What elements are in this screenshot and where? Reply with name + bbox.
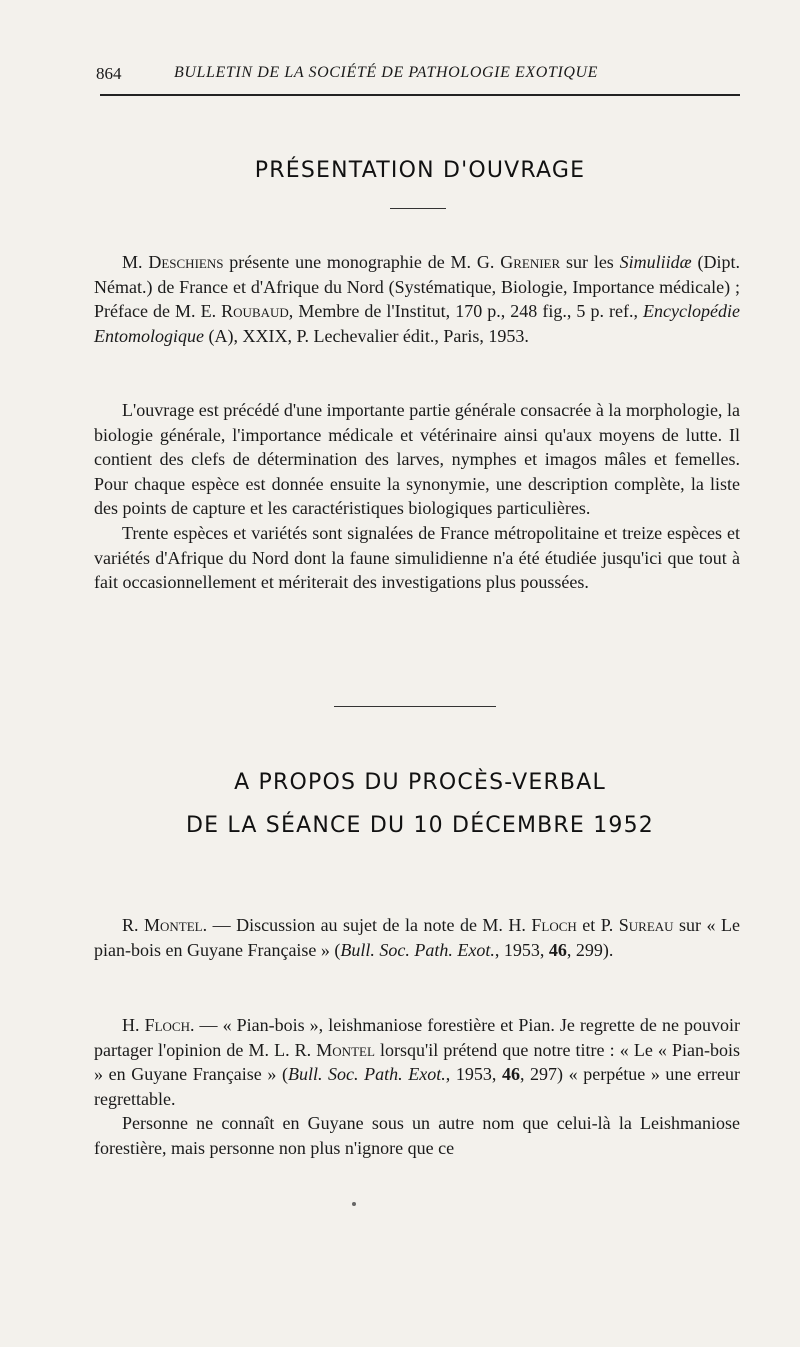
author-name: Sureau (618, 915, 674, 935)
presentation-paragraph-1: M. Deschiens présente une monographie de M. G. Grenier sur les Simuliidæ (Dipt. Némat.) de France et d'Afrique du Nord (Systématique, Biologie, Importance médicale) ; Préface de M. E. Roubaud, Membre de l'Institut, 170 p., 248 fig., 5 p. ref., Encyclopédie Entomologique (A), XXIX, P. Lechevalier édit., Paris, 1953. (94, 252, 740, 346)
floch-note (94, 1013, 740, 1161)
running-header (96, 64, 741, 88)
floch-paragraph-1: H. Floch. — « Pian-bois », leishmaniose forestière et Pian. Je regrette de ne pouvoir partager l'opinion de M. L. R. Montel lorsqu'il prétend que notre titre : « Le « Pian-bois » en Guyane Française » (Bull. Soc. Path. Exot., 1953, 46, 297) « perpétue » une erreur regrettable. (94, 1015, 741, 1109)
presentation-text (94, 250, 740, 348)
section-title-line-2: DE LA SÉANCE DU 10 DÉCEMBRE 1952 (185, 813, 655, 838)
section-title-presentation: PRÉSENTATION D'OUVRAGE (254, 158, 586, 183)
author-name: Floch (531, 915, 577, 935)
volume-number: 46 (501, 1064, 520, 1085)
taxon-name: Simuliidæ (619, 252, 692, 272)
volume-number: 46 (548, 939, 567, 960)
author-name: Floch (144, 1015, 190, 1035)
header-rule (100, 94, 740, 96)
presentation-summary (94, 398, 740, 595)
montel-paragraph: R. Montel. — Discussion au sujet de la note de M. H. Floch et P. Sureau sur « Le pian-bois en Guyane Française » (Bull. Soc. Path. Exot., 1953, 46, 299). (94, 915, 740, 960)
journal-citation: Bull. Soc. Path. Exot. (287, 1064, 446, 1085)
presentation-paragraph-2: L'ouvrage est précédé d'une importante partie générale consacrée à la morphologie, la biologie générale, l'importance médicale et vétérinaire ainsi qu'aux moyens de lutte. Il contient des clefs de détermination des larves, nymphes et imagos mâles et femelles. Pour chaque espèce est donnée ensuite la synonymie, une description complète, la liste des points de capture et les caractéristiques biologiques particulières. (94, 400, 740, 519)
author-name: Grenier (500, 252, 561, 272)
book-title: Encyclopédie Entomologique (94, 301, 740, 346)
author-name: Deschiens (148, 252, 224, 272)
ink-dot (352, 1202, 356, 1206)
montel-note (94, 913, 740, 962)
floch-paragraph-2: Personne ne connaît en Guyane sous un autre nom que celui-là la Leishmaniose forestière, mais personne non plus n'ignore que ce (94, 1113, 740, 1158)
author-name: Montel (144, 915, 203, 935)
journal-citation: Bull. Soc. Path. Exot. (340, 939, 495, 960)
page-number: 864 (96, 64, 122, 83)
title-divider (390, 208, 446, 209)
author-name: Montel (316, 1039, 375, 1060)
presentation-paragraph-3: Trente espèces et variétés sont signalées de France métropolitaine et treize espèces et variétés d'Afrique du Nord dont la faune simulidienne n'a été étudiée jusqu'ici que tout à fait occasionnellement et mériterait des investigations plus poussées. (94, 522, 740, 593)
journal-title: BULLETIN DE LA SOCIÉTÉ DE PATHOLOGIE EXOTIQUE (174, 64, 599, 81)
section-divider (334, 706, 496, 707)
author-name: Roubaud (221, 301, 289, 322)
section-title-line-1: A PROPOS DU PROCÈS-VERBAL (234, 770, 606, 795)
